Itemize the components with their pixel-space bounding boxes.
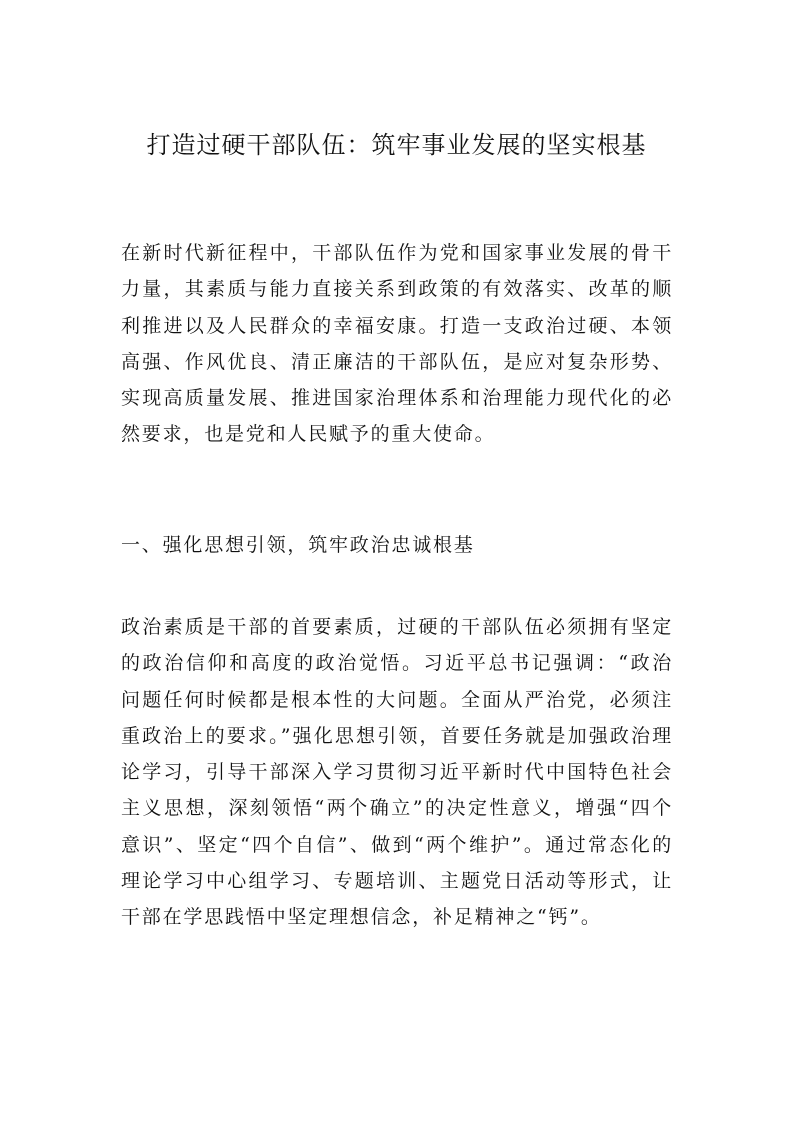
- document-title: 打造过硬干部队伍：筑牢事业发展的坚实根基: [146, 131, 647, 159]
- paragraph-intro: 在新时代新征程中，干部队伍作为党和国家事业发展的骨干力量，其素质与能力直接关系到政策的有效落实、改革的顺利推进以及人民群众的幸福安康。打造一支政治过硬、本领高强、作风优良、清正廉洁的干部队伍，是应对复杂形势、实现高质量发展、推进国家治理体系和治理能力现代化的必然要求，也是党和人民赋予的重大使命。: [121, 242, 673, 446]
- paragraph-section-1: 政治素质是干部的首要素质，过硬的干部队伍必须拥有坚定的政治信仰和高度的政治觉悟。习近平总书记强调：“政治问题任何时候都是根本性的大问题。全面从严治党，必须注重政治上的要求。”强化思想引领，首要任务就是加强政治理论学习，引导干部深入学习贯彻习近平新时代中国特色社会主义思想，深刻领悟“两个确立”的决定性意义，增强“四个意识”、坚定“四个自信”、做到“两个维护”。通过常态化的理论学习中心组学习、专题培训、主题党日活动等形式，让干部在学思践悟中坚定理想信念，补足精神之“钙”。: [121, 616, 673, 929]
- section-heading-1: 一、强化思想引领，筑牢政治忠诚根基: [121, 534, 475, 556]
